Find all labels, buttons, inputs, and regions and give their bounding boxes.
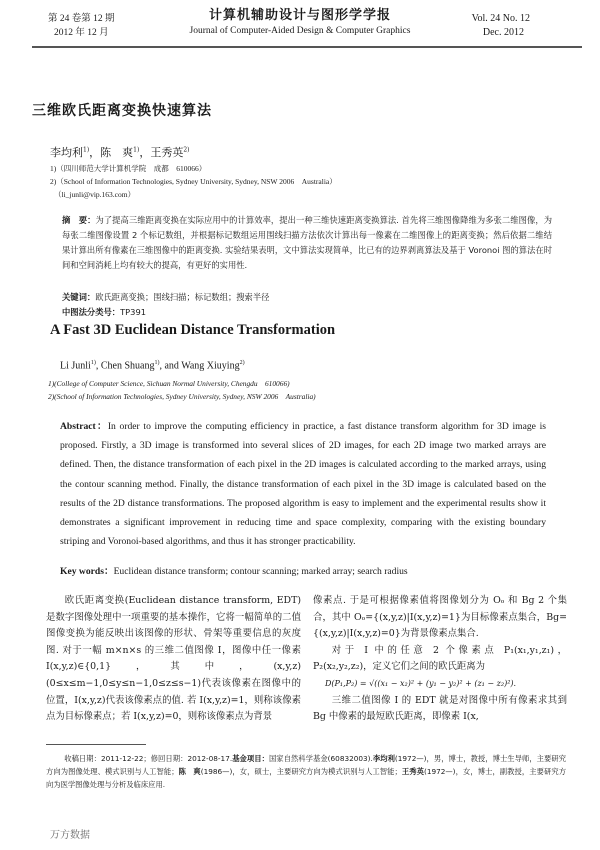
footnote-rule: [46, 744, 146, 745]
abstract-cn-label: 摘 要：: [62, 215, 96, 225]
received-label: 收稿日期：: [64, 754, 101, 763]
watermark: 万方数据: [50, 830, 90, 841]
author-mark: 1): [83, 146, 90, 154]
abstract-cn: [62, 213, 552, 273]
header-issue-cn: [48, 12, 115, 40]
date-cn: 2012 年 12 月: [54, 28, 109, 38]
abstract-cn-text: 为了提高三维距离变换在实际应用中的计算效率，提出一种三维快速距离变换算法. 首先将三维图像降维为多张二维图像，为每张二维图像设置 2 个标记数组，并根据标记数组运用围线扫描方法依次计算出每一像素在二维图像上的距离变换；然后依据二维结果计算出所有像素在三维图像中的距离变换. 实验结果表明，文中算法实现简单，比已有的边界剥离算法及基于 Voronoi 图的算法在时间和空间消耗上均有较大的提高，有更好的实用性.: [62, 215, 552, 270]
author-mark: 2): [239, 360, 245, 366]
keywords-cn-text: 欧氏距离变换；围线扫描；标记数组；搜索半径: [95, 292, 270, 302]
volume-en: Vol. 24 No. 12: [471, 13, 530, 24]
author-name: Chen Shuang: [100, 360, 155, 372]
footnote-author-bio: (1972—)，男，博士，教授，博士生导师，主要研究方向为图像处理、模式识别与人工智能；: [46, 754, 567, 776]
header-journal: [160, 8, 440, 38]
body-column-right: [313, 593, 567, 726]
authors-en: Li Junli$^{1)}$, Chen Shuang$^{1)}$, and Wang Xiuying$^{2)}$: [60, 360, 245, 372]
body-paragraph: 三维二值图像 I 的 EDT 就是对图像中所有像素求其到 Bg 中像素的最短欧氏距离，即像素 I(x,: [313, 694, 567, 723]
abstract-en-label: Abstract：: [60, 421, 108, 432]
journal-name-cn: 计算机辅助设计与图形学学报: [208, 8, 391, 23]
footnote-author-name: 李均利: [372, 754, 395, 763]
author-email: （li_junli@vip.163.com）: [54, 190, 136, 199]
affiliation-en-1: 1)(College of Computer Science, Sichuan Normal University, Chengdu 610066): [48, 379, 290, 388]
abstract-en: [60, 417, 546, 551]
authors-cn: 李均利$^{1)}$，陈 爽$^{1)}$，王秀英$^{2)}$: [50, 146, 190, 159]
page-title-cn: 三维欧氏距离变换快速算法: [32, 103, 212, 119]
author-mark: 2): [183, 146, 190, 154]
footnote-author-name: 王秀英: [401, 767, 424, 776]
fund-label: 基金项目：: [232, 754, 269, 763]
body-paragraph: 像素点. 于是可根据像素值将图像划分为 Oₒ 和 Bg 2 个集合，其中 Oₒ={(x,y,z)|I(x,y,z)=1}为目标像素点集合，Bg={(x,y,z)|I(x,y,z)=0}为背景像素点集合.: [313, 595, 567, 640]
footnote-author-bio: (1972—)，女，博士，副教授，主要研究方向为医学图像处理与分析及临床应用.: [46, 767, 567, 789]
keywords-cn-label: 关键词：: [62, 292, 96, 302]
header-issue-en: [472, 12, 530, 40]
footnote-author-bio: (1986—)，女，硕士，主要研究方向为模式识别与人工智能；: [200, 767, 402, 776]
fund-text: 国家自然科学基金(60832003).: [268, 754, 373, 763]
classification-label: 中图法分类号：: [62, 307, 121, 317]
journal-name-en: Journal of Computer-Aided Design & Computer Graphics: [189, 26, 411, 36]
affiliation-en-2: 2)(School of Information Technologies, Sydney University, Sydney, NSW 2006 Australia): [48, 392, 316, 401]
author-name: 李均利: [50, 146, 83, 159]
body-paragraph: 对于 I 中的任意 2 个像素点 P₁(x₁,y₁,z₁)，P₂(x₂,y₂,z₂)，定义它们之间的欧氏距离为: [313, 644, 567, 673]
footnote: [46, 752, 566, 791]
author-mark: 1): [133, 146, 140, 154]
distance-formula: D(P₁,P₂) = √((x₁ − x₂)² + (y₁ − y₂)² + (z₁ − z₂)²).: [325, 678, 517, 688]
author-mark: 1): [90, 360, 96, 366]
author-name: 王秀英: [150, 146, 184, 159]
date-en: Dec. 2012: [482, 27, 524, 38]
revised-date: 2012-08-17.: [187, 754, 233, 763]
keywords-en-text: Euclidean distance transform; contour scanning; marked array; search radius: [113, 566, 408, 577]
author-name: 陈 爽: [100, 146, 134, 159]
header-rule: [32, 46, 582, 48]
revised-label: 修回日期：: [150, 754, 188, 763]
abstract-en-text: In order to improve the computing efficiency in practice, a fast distance transform algorithm for 3D image is proposed. Firstly, a 3D image is transformed into several slices of 2D images, for each 2D image two marked arrays are defined. Then, the distance transformation of each pixel in the 2D images is calculated according to the marked arrays, using the contour scanning method. Finally, the distance transformation of each pixel in the 3D image is calculated based on the results of the 2D distance transformations. The proposed algorithm is easy to implement and the experimental results show it demonstrates a significant improvement in reducing time and space complexity, comparing with the existing boundary striping and Voronoi-based algorithms, and thus it has stronger practicability.: [60, 421, 546, 548]
body-paragraph: 欧氏距离变换(Euclidean distance transform, EDT)是数字图像处理中一项重要的基本操作，它将一幅简单的二值图像变换为能反映出该图像的形状、骨架等重要信息的灰度图. 对于一幅 m×n×s 的三维二值图像 I，图像中任一像素 I(x,y,z)∈{0,1}，其中，(x,y,z)(0≤x≤m−1,0≤y≤n−1,0≤z≤s−1)代表该像素在图像中的位置，I(x,y,z)代表该像素点的值. 若 I(x,y,z)=1，则称该像素点为目标像素点；若 I(x,y,z)=0，则称该像素点为背景: [46, 595, 301, 723]
author-name: and Wang Xiuying: [164, 360, 240, 372]
page-title-en: A Fast 3D Euclidean Distance Transformation: [50, 322, 336, 338]
body-column-left: [46, 593, 301, 726]
footnote-author-name: 陈 爽: [178, 767, 201, 776]
keywords-en-block: [60, 563, 408, 577]
received-date: 2011-12-22；: [100, 754, 151, 763]
author-name: Li Junli: [60, 360, 91, 372]
keywords-en-label: Key words：: [60, 566, 114, 577]
affiliation-1: 1)（四川师范大学计算机学院 成都 610066）: [50, 164, 207, 173]
affiliation-2: 2)（School of Information Technologies, Sydney University, Sydney, NSW 2006 Australia）: [50, 177, 337, 186]
classification-text: TP391: [120, 307, 147, 317]
keywords-cn-block: [62, 290, 269, 320]
author-mark: 1): [154, 360, 160, 366]
volume-cn: 第 24 卷第 12 期: [48, 14, 115, 24]
